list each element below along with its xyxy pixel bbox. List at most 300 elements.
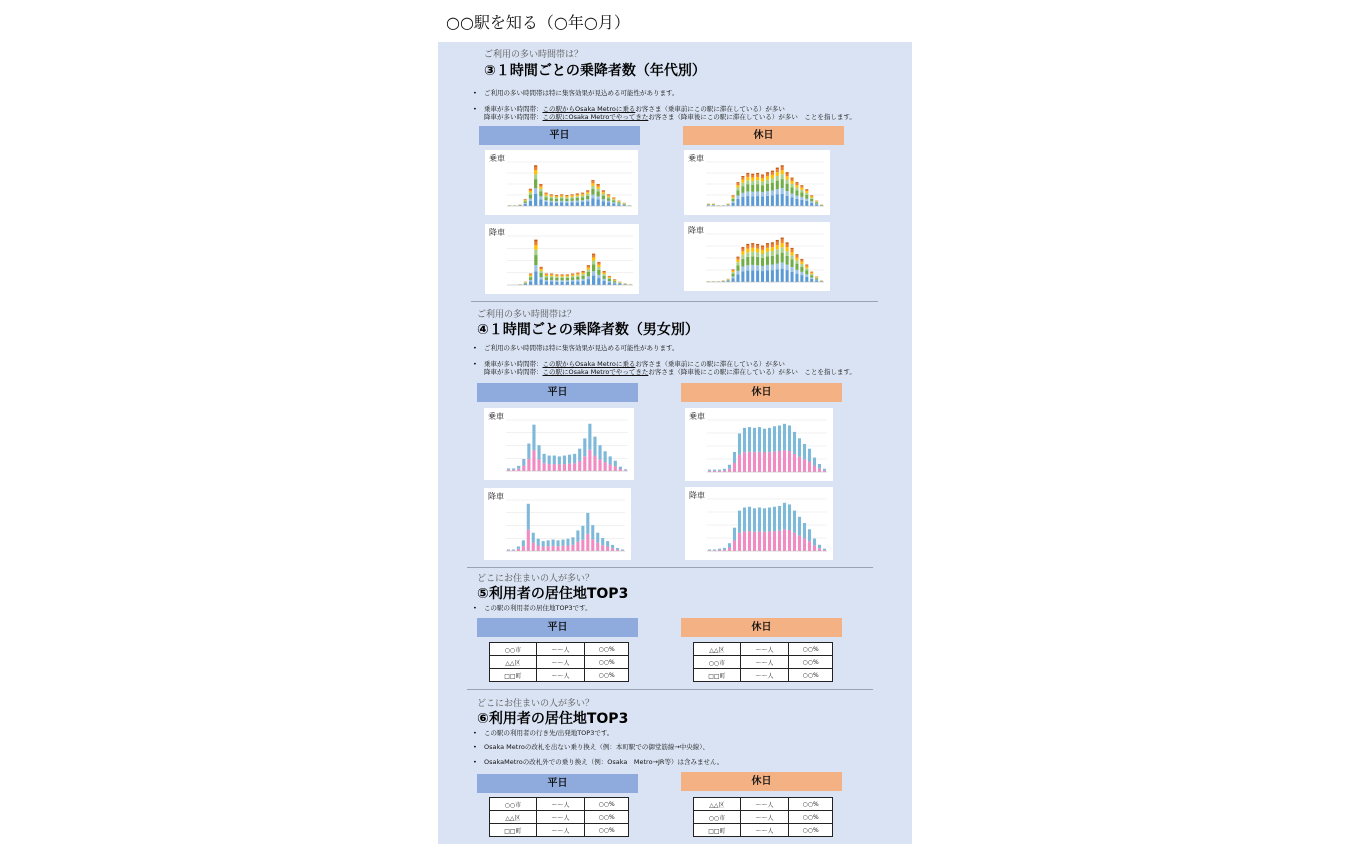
- bar-segment: [544, 202, 547, 206]
- bar-segment: [597, 278, 600, 285]
- bar-segment: [555, 280, 558, 282]
- bar-segment: [728, 465, 731, 469]
- bar-segment: [517, 466, 520, 469]
- bar-segment: [591, 195, 594, 199]
- bar-segment: [545, 275, 548, 276]
- bar-segment: [614, 461, 617, 467]
- bar-segment: [786, 176, 789, 179]
- bar-segment: [591, 186, 594, 189]
- bar-segment: [751, 252, 754, 257]
- bar-segment: [617, 204, 620, 205]
- bar-segment: [586, 192, 589, 194]
- bar-segment: [524, 203, 527, 204]
- bar-segment: [607, 197, 610, 198]
- section4-weekday-header: 平日: [477, 383, 638, 402]
- bar-segment: [532, 425, 535, 451]
- chart-label: 乗車: [489, 154, 505, 163]
- bar-segment: [612, 199, 615, 200]
- residence-table-holiday: [693, 642, 833, 682]
- bar-segment: [728, 469, 731, 472]
- bar-segment: [753, 452, 756, 472]
- chart-label: 乗車: [689, 412, 705, 421]
- bar-segment: [597, 270, 600, 275]
- bar-segment: [603, 271, 606, 272]
- bar-segment: [795, 254, 798, 255]
- bar-segment: [566, 278, 569, 280]
- bar-segment: [587, 276, 590, 279]
- bar-segment: [781, 262, 784, 268]
- bar-segment: [555, 277, 558, 278]
- section4-bullet-definitions: • 乗車が多い時間帯：この駅からOsaka Metroに乗るお客さま（乗車前にこの駅に滞在している）が多い 降車が多い時間帯：この駅にOsaka Metroでやってきたお客さま（降車後にこの駅に滞在している）が多い ことを指します。: [473, 360, 856, 376]
- bar-segment: [768, 531, 771, 551]
- table-cell: △△区: [490, 811, 537, 824]
- bar-segment: [560, 195, 563, 196]
- bar-segment: [539, 184, 542, 185]
- bar-segment: [761, 245, 764, 246]
- bar-segment: [560, 201, 563, 203]
- table-cell: 〜〜人: [536, 643, 584, 656]
- table-cell: ○○%: [789, 656, 833, 669]
- bar-segment: [550, 195, 553, 196]
- bar-segment: [570, 196, 573, 197]
- bar-segment: [558, 464, 561, 471]
- bar-segment: [582, 279, 585, 281]
- bar-segment: [723, 469, 726, 471]
- bar-segment: [736, 196, 739, 199]
- bar-segment: [565, 203, 568, 206]
- bar-segment: [738, 455, 741, 472]
- bar-segment: [545, 280, 548, 282]
- bar-segment: [560, 197, 563, 198]
- bar-segment: [561, 546, 564, 551]
- bar-segment: [810, 198, 813, 199]
- bar-segment: [560, 196, 563, 197]
- page-title: ○○駅を知る（○年○月）: [446, 13, 630, 32]
- bar-segment: [766, 245, 769, 248]
- bar-chart-svg: [485, 150, 638, 215]
- bar-segment: [761, 258, 764, 266]
- bar-segment: [810, 274, 813, 275]
- bar-segment: [713, 549, 716, 550]
- bar-segment: [547, 546, 550, 551]
- bar-segment: [751, 175, 754, 178]
- bar-segment: [795, 260, 798, 263]
- table-cell: ○○%: [789, 669, 833, 682]
- bar-segment: [591, 525, 594, 539]
- bar-segment: [761, 178, 764, 181]
- bar-segment: [603, 272, 606, 273]
- bar-segment: [805, 190, 808, 191]
- bar-segment: [778, 506, 781, 531]
- bar-segment: [736, 260, 739, 263]
- bar-segment: [808, 529, 811, 541]
- section6-holiday-header: 休日: [681, 772, 842, 791]
- bar-segment: [568, 455, 571, 464]
- bar-segment: [507, 468, 510, 469]
- bar-segment: [758, 427, 761, 452]
- bar-segment: [736, 274, 739, 282]
- bar-segment: [537, 539, 540, 546]
- bar-segment: [766, 270, 769, 282]
- chart-gender-holiday-alighting: [685, 487, 833, 560]
- bar-segment: [570, 198, 573, 201]
- bar-segment: [529, 201, 532, 206]
- bar-segment: [522, 546, 525, 551]
- bar-segment: [813, 466, 816, 473]
- bar-segment: [791, 249, 794, 252]
- bar-segment: [756, 191, 759, 196]
- bar-segment: [534, 194, 537, 206]
- table-cell: ○○%: [789, 643, 833, 656]
- bar-segment: [608, 278, 611, 279]
- section3-bullet-definitions: • 乗車が多い時間帯：この駅からOsaka Metroに乗るお客さま（乗車前にこの駅に滞在している）が多い 降車が多い時間帯：この駅にOsaka Metroでやってきたお客さま（降車後にこの駅に滞在している）が多い ことを指します。: [473, 105, 856, 121]
- bar-segment: [783, 529, 786, 551]
- bar-segment: [756, 177, 759, 180]
- bar-segment: [609, 456, 612, 464]
- table-cell: ○○市: [490, 643, 537, 656]
- bar-segment: [736, 183, 739, 185]
- table-cell: ○○%: [585, 656, 629, 669]
- bar-segment: [736, 190, 739, 195]
- bar-segment: [576, 200, 579, 202]
- bar-segment: [603, 274, 606, 276]
- bar-segment: [803, 459, 806, 472]
- bar-segment: [550, 280, 553, 282]
- bar-segment: [566, 280, 569, 282]
- bar-segment: [800, 192, 803, 197]
- bar-segment: [512, 549, 515, 550]
- bar-segment: [708, 549, 711, 550]
- bar-segment: [776, 269, 779, 282]
- table-row: [490, 656, 629, 669]
- bar-segment: [560, 198, 563, 201]
- bar-segment: [741, 177, 744, 179]
- chart-age-weekday-boarding: [485, 150, 638, 215]
- bar-segment: [786, 180, 789, 184]
- bar-segment: [810, 203, 813, 206]
- bar-segment: [555, 199, 558, 201]
- bar-segment: [581, 194, 584, 195]
- bar-chart-svg: [684, 150, 830, 215]
- bar-segment: [766, 196, 769, 206]
- bar-segment: [805, 199, 808, 201]
- section3-bullet-effect: • ご利用の多い時間帯は特に集客効果が見込める可能性があります。: [473, 89, 679, 97]
- bar-segment: [763, 453, 766, 473]
- bar-segment: [552, 546, 555, 551]
- section3-title: ③１時間ごとの乗降者数（年代別）: [484, 63, 706, 79]
- bar-segment: [550, 196, 553, 197]
- bar-segment: [603, 276, 606, 279]
- bar-segment: [798, 438, 801, 457]
- bar-segment: [756, 174, 759, 177]
- bar-segment: [776, 245, 779, 249]
- table-cell: 〜〜人: [536, 669, 584, 682]
- bar-segment: [598, 445, 601, 459]
- bar-segment: [617, 202, 620, 203]
- bar-segment: [736, 199, 739, 206]
- bar-segment: [732, 199, 735, 201]
- bar-segment: [771, 256, 774, 265]
- bar-segment: [592, 261, 595, 265]
- bar-segment: [529, 275, 532, 276]
- chart-label: 降車: [689, 491, 705, 500]
- section6-title: ⑥利用者の居住地TOP3: [477, 711, 629, 727]
- bar-segment: [781, 253, 784, 263]
- bar-segment: [537, 445, 540, 459]
- bar-segment: [596, 543, 599, 551]
- bar-segment: [571, 282, 574, 285]
- bar-segment: [534, 250, 537, 255]
- bar-segment: [612, 198, 615, 199]
- bar-segment: [756, 252, 759, 257]
- bar-segment: [539, 185, 542, 187]
- bar-segment: [537, 459, 540, 471]
- bar-segment: [733, 452, 736, 463]
- bar-segment: [592, 271, 595, 275]
- table-cell: 〜〜人: [740, 824, 788, 837]
- table-cell: □□町: [490, 669, 537, 682]
- bar-segment: [823, 549, 826, 550]
- bar-segment: [522, 540, 525, 546]
- bar-segment: [608, 282, 611, 285]
- bar-segment: [766, 176, 769, 179]
- bar-segment: [587, 265, 590, 266]
- bar-segment: [761, 174, 764, 175]
- bar-segment: [527, 444, 530, 459]
- bar-segment: [534, 240, 537, 242]
- bar-segment: [771, 195, 774, 206]
- table-cell: ○○%: [585, 643, 629, 656]
- bar-segment: [766, 191, 769, 196]
- bar-segment: [746, 173, 749, 174]
- bar-segment: [766, 184, 769, 191]
- bar-segment: [565, 196, 568, 197]
- bar-segment: [805, 189, 808, 190]
- bar-segment: [746, 174, 749, 177]
- bar-segment: [524, 201, 527, 203]
- bar-segment: [781, 179, 784, 188]
- bar-segment: [763, 532, 766, 551]
- bar-segment: [773, 451, 776, 472]
- bar-segment: [543, 454, 546, 463]
- bar-segment: [776, 181, 779, 189]
- bar-segment: [555, 203, 558, 206]
- bar-segment: [570, 202, 573, 206]
- bar-segment: [800, 264, 803, 267]
- bar-segment: [741, 197, 744, 206]
- section6-kicker: どこにお住まいの人が多い？: [477, 699, 595, 709]
- bar-segment: [582, 272, 585, 273]
- bar-segment: [592, 257, 595, 260]
- bar-segment: [529, 282, 532, 285]
- bar-segment: [781, 269, 784, 282]
- bar-segment: [592, 255, 595, 258]
- bar-segment: [606, 541, 609, 546]
- bar-segment: [805, 268, 808, 270]
- bar-segment: [805, 195, 808, 199]
- bar-segment: [776, 242, 779, 245]
- bar-segment: [593, 437, 596, 456]
- bar-segment: [810, 275, 813, 277]
- bar-segment: [815, 278, 818, 279]
- bar-segment: [586, 201, 589, 206]
- bar-chart-svg: [484, 488, 631, 560]
- bar-segment: [534, 245, 537, 250]
- bar-segment: [581, 202, 584, 206]
- bar-segment: [795, 196, 798, 199]
- bar-segment: [617, 201, 620, 202]
- bar-segment: [529, 195, 532, 199]
- bar-segment: [732, 271, 735, 272]
- bar-segment: [815, 202, 818, 203]
- bar-segment: [810, 197, 813, 198]
- section6-bullet-3: • OsakaMetroの改札外での乗り換え（例：Osaka Metro→JR等）は含みません。: [473, 758, 724, 766]
- table-row: [490, 811, 629, 824]
- bar-segment: [746, 177, 749, 180]
- bar-segment: [818, 468, 821, 472]
- bar-segment: [708, 470, 711, 471]
- destination-table-holiday: [693, 797, 833, 837]
- bar-segment: [561, 276, 564, 277]
- section3-weekday-header: 平日: [479, 126, 640, 145]
- section5-title: ⑤利用者の居住地TOP3: [477, 586, 629, 602]
- bar-segment: [570, 197, 573, 198]
- bar-segment: [815, 201, 818, 202]
- bar-segment: [791, 178, 794, 179]
- bar-segment: [534, 188, 537, 194]
- bar-segment: [614, 466, 617, 471]
- bar-segment: [576, 280, 579, 282]
- bar-chart-svg: [485, 224, 639, 294]
- bar-segment: [728, 548, 731, 551]
- bar-segment: [555, 201, 558, 203]
- bar-segment: [756, 265, 759, 270]
- bar-segment: [602, 190, 605, 191]
- bar-segment: [791, 259, 794, 267]
- bar-segment: [795, 258, 798, 261]
- bar-segment: [602, 196, 605, 199]
- bar-segment: [751, 196, 754, 206]
- bar-segment: [555, 282, 558, 285]
- table-cell: ○○%: [789, 798, 833, 811]
- bar-segment: [529, 189, 532, 190]
- bar-segment: [746, 180, 749, 184]
- bar-chart-svg: [484, 408, 634, 480]
- bar-segment: [761, 197, 764, 206]
- bar-segment: [781, 194, 784, 206]
- bar-segment: [576, 274, 579, 275]
- bar-segment: [588, 424, 591, 450]
- bar-segment: [727, 280, 730, 281]
- bar-segment: [603, 281, 606, 285]
- chart-age-holiday-alighting: [684, 222, 830, 291]
- bar-segment: [746, 248, 749, 252]
- bar-segment: [613, 280, 616, 281]
- table-row: [694, 798, 833, 811]
- bar-segment: [733, 541, 736, 551]
- bar-segment: [776, 254, 779, 263]
- bar-segment: [542, 547, 545, 551]
- table-cell: ○○市: [694, 811, 741, 824]
- bar-segment: [597, 199, 600, 206]
- bar-segment: [810, 199, 813, 201]
- bar-segment: [618, 283, 621, 284]
- bar-segment: [738, 533, 741, 551]
- bar-segment: [751, 181, 754, 185]
- bar-segment: [800, 272, 803, 275]
- bar-segment: [555, 278, 558, 280]
- bar-segment: [587, 268, 590, 270]
- bar-segment: [527, 504, 530, 530]
- bar-segment: [736, 257, 739, 258]
- bar-segment: [603, 279, 606, 281]
- bar-segment: [791, 179, 794, 181]
- bar-segment: [534, 170, 537, 174]
- table-row: [694, 824, 833, 837]
- bar-segment: [793, 432, 796, 454]
- bar-segment: [761, 250, 764, 254]
- bar-segment: [805, 274, 808, 276]
- chart-age-holiday-boarding: [684, 150, 830, 215]
- bar-segment: [555, 196, 558, 197]
- bar-segment: [771, 244, 774, 247]
- bar-segment: [810, 196, 813, 197]
- bar-segment: [793, 454, 796, 472]
- bar-segment: [555, 195, 558, 196]
- bar-segment: [741, 186, 744, 193]
- bar-segment: [550, 275, 553, 276]
- bar-segment: [581, 193, 584, 194]
- bar-segment: [544, 194, 547, 195]
- bar-segment: [748, 452, 751, 472]
- bar-segment: [540, 267, 543, 268]
- bar-segment: [751, 243, 754, 245]
- bar-segment: [597, 262, 600, 263]
- bar-segment: [781, 165, 784, 167]
- bar-segment: [566, 282, 569, 285]
- bar-segment: [582, 276, 585, 279]
- bar-chart-svg: [685, 408, 833, 481]
- bar-segment: [548, 456, 551, 465]
- bar-segment: [553, 456, 556, 465]
- bar-segment: [786, 172, 789, 173]
- bar-segment: [558, 456, 561, 464]
- bar-segment: [771, 265, 774, 271]
- bar-segment: [545, 277, 548, 280]
- bar-segment: [561, 277, 564, 278]
- bar-segment: [763, 508, 766, 531]
- bar-segment: [524, 201, 527, 202]
- bar-segment: [771, 178, 774, 182]
- bar-segment: [781, 188, 784, 194]
- bar-segment: [798, 517, 801, 536]
- bar-segment: [766, 172, 769, 173]
- bar-segment: [544, 200, 547, 202]
- bar-segment: [756, 244, 759, 246]
- bar-segment: [561, 278, 564, 280]
- bar-segment: [786, 270, 789, 282]
- bar-segment: [751, 270, 754, 282]
- chart-gender-holiday-boarding: [685, 408, 833, 481]
- bar-segment: [532, 450, 535, 471]
- bar-segment: [751, 245, 754, 248]
- bar-segment: [550, 198, 553, 201]
- bar-segment: [582, 281, 585, 285]
- table-cell: 〜〜人: [536, 824, 584, 837]
- bar-segment: [732, 203, 735, 206]
- bar-segment: [713, 470, 716, 471]
- bar-segment: [803, 523, 806, 538]
